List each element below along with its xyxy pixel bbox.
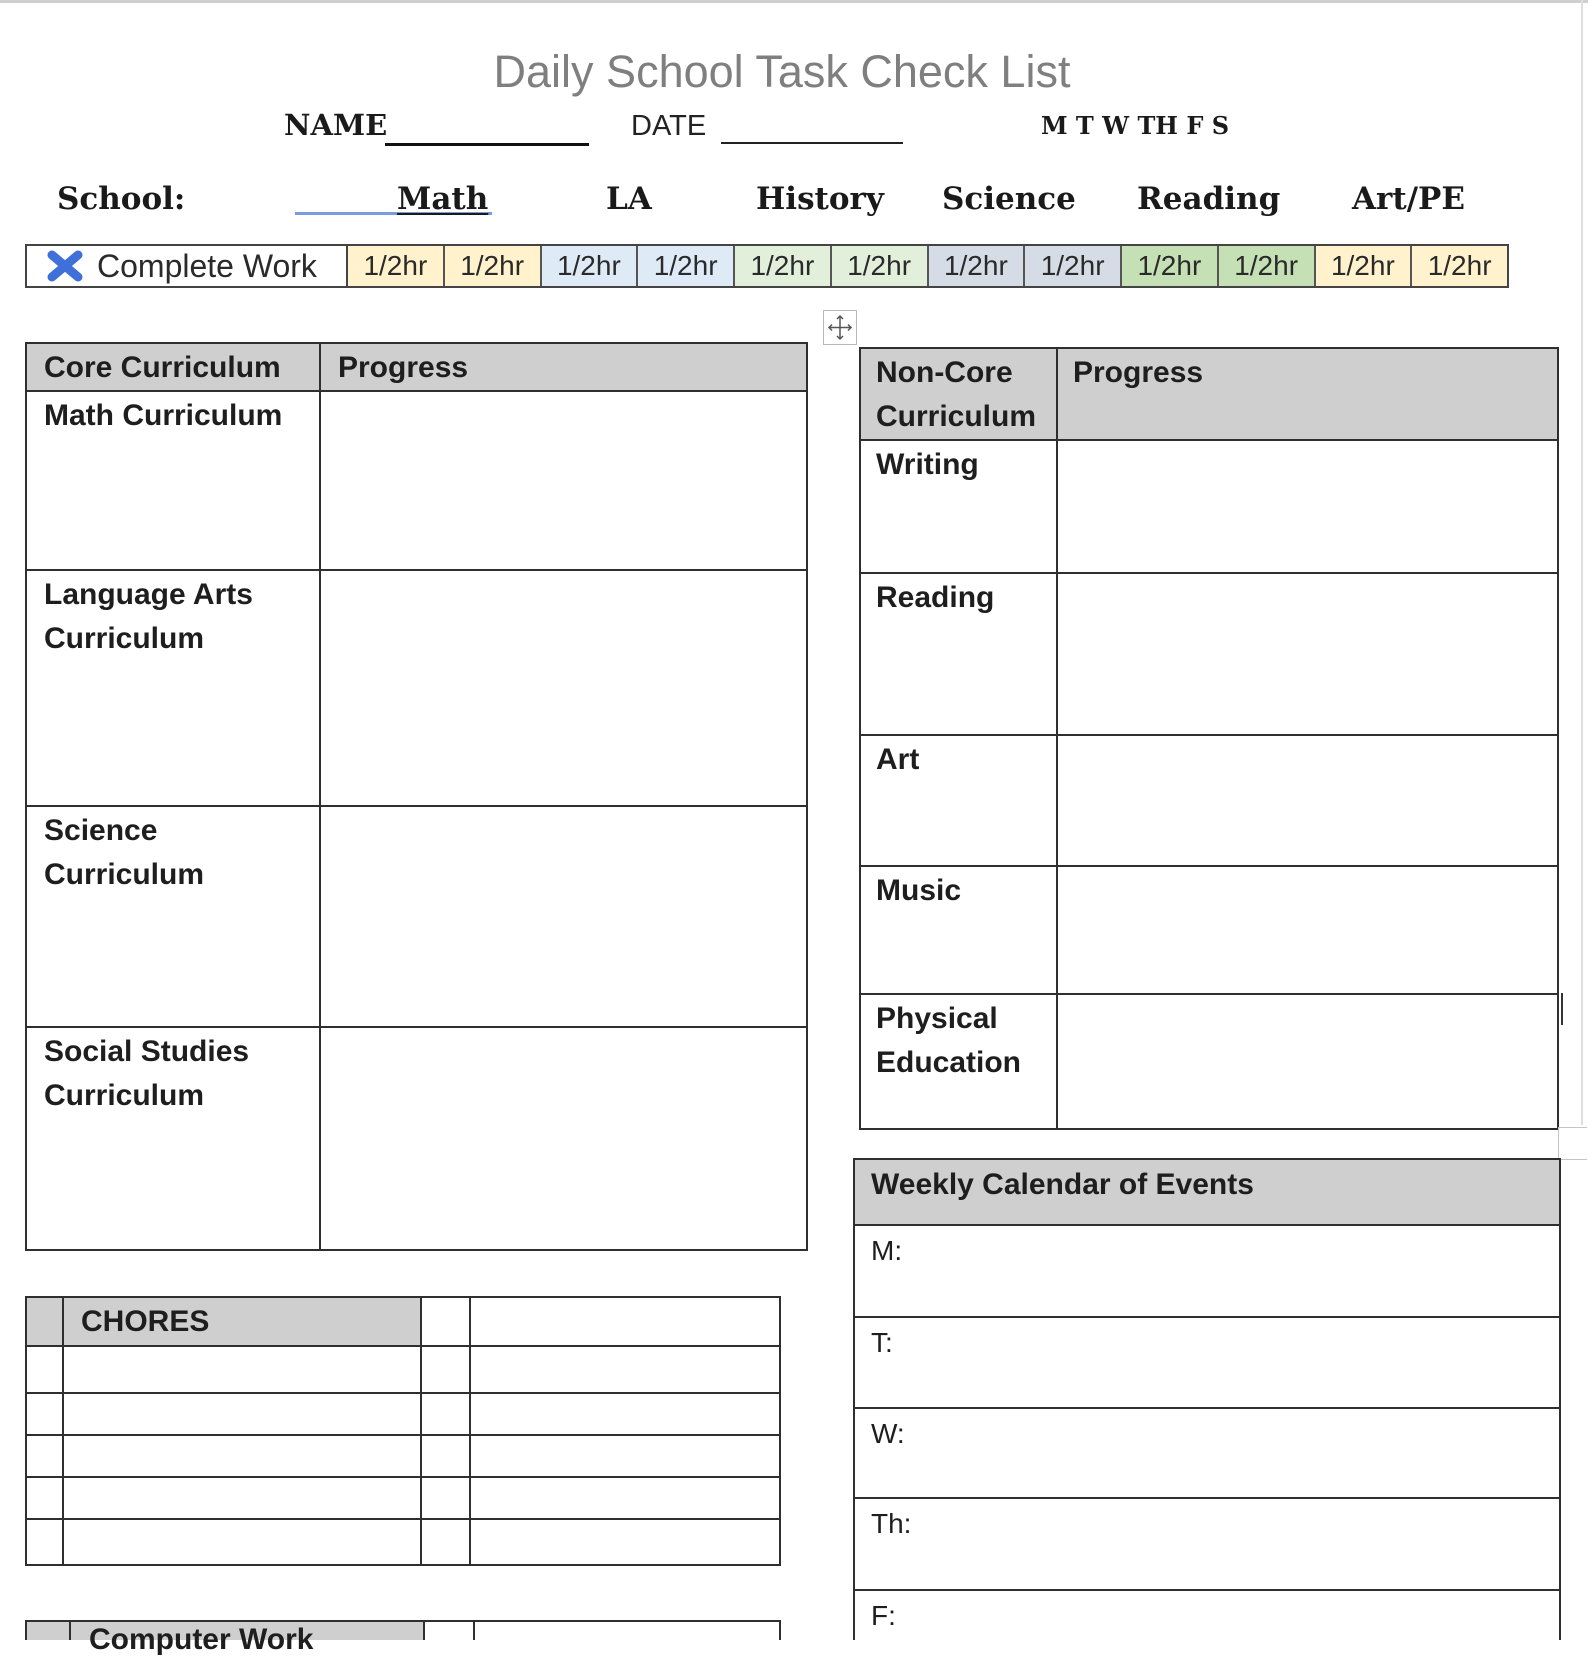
chore-mark-cell[interactable]	[421, 1477, 470, 1519]
subject-history: History	[756, 181, 884, 217]
chores-header-blank-cell[interactable]	[421, 1297, 470, 1346]
weekly-calendar	[853, 1158, 1559, 1639]
subject-science: Science	[942, 181, 1076, 217]
table-move-handle[interactable]	[823, 310, 857, 345]
calendar-day-tuesday[interactable]: T:	[854, 1317, 1560, 1408]
table-resize-corner[interactable]	[1558, 1127, 1587, 1160]
chores-header-blank-cell[interactable]	[470, 1297, 780, 1346]
core-subject-language-arts: Language Arts Curriculum	[44, 578, 253, 655]
complete-work-cell[interactable]	[27, 246, 348, 286]
date-blank-line[interactable]	[721, 142, 903, 144]
calendar-day-thursday[interactable]: Th:	[854, 1498, 1560, 1590]
core-subject-social-studies: Social Studies Curriculum	[44, 1035, 250, 1112]
chore-check-cell[interactable]	[26, 1519, 63, 1565]
computer-work-header: Computer Work	[89, 1623, 314, 1656]
computer-work-header-cell	[70, 1621, 424, 1656]
non-core-subject-reading: Reading	[860, 573, 1057, 735]
computer-work-header-blank-cell[interactable]	[474, 1621, 780, 1640]
subject-la: LA	[606, 181, 652, 217]
core-progress-cell-language-arts[interactable]	[320, 570, 807, 806]
core-curriculum-table	[25, 342, 808, 1251]
chore-note-cell[interactable]	[470, 1477, 780, 1519]
time-slot-history-1[interactable]: 1/2hr	[735, 246, 832, 286]
chore-name-cell[interactable]	[63, 1519, 421, 1565]
chores-header-check-cell	[26, 1297, 63, 1346]
core-progress-cell-math[interactable]	[320, 391, 807, 570]
time-slot-science-1[interactable]: 1/2hr	[929, 246, 1026, 286]
chore-note-cell[interactable]	[470, 1346, 780, 1393]
core-progress-cell-social-studies[interactable]	[320, 1027, 807, 1250]
core-subject-cell	[26, 1027, 320, 1250]
non-core-progress-cell-art[interactable]	[1057, 735, 1558, 866]
time-slot-history-2[interactable]: 1/2hr	[832, 246, 929, 286]
non-core-subject-music: Music	[860, 866, 1057, 994]
time-slot-strip	[25, 244, 1509, 288]
time-slot-art-pe-2[interactable]: 1/2hr	[1412, 246, 1507, 286]
time-slot-art-pe-1[interactable]: 1/2hr	[1316, 246, 1413, 286]
chore-name-cell[interactable]	[63, 1435, 421, 1477]
calendar-day-monday[interactable]: M:	[854, 1225, 1560, 1317]
text-cursor	[1561, 993, 1563, 1025]
subject-reading: Reading	[1137, 181, 1281, 217]
time-slot-math-1[interactable]: 1/2hr	[348, 246, 445, 286]
subject-math: Math	[397, 181, 489, 217]
non-core-progress-cell-physical-education[interactable]	[1057, 994, 1558, 1129]
subject-art-pe: Art/PE	[1352, 181, 1465, 217]
chore-mark-cell[interactable]	[421, 1519, 470, 1565]
time-slot-math-2[interactable]: 1/2hr	[445, 246, 542, 286]
page-title: Daily School Task Check List	[493, 46, 1071, 97]
chore-note-cell[interactable]	[470, 1393, 780, 1435]
weekday-letters: M T W TH F S	[1041, 111, 1230, 140]
time-slot-la-1[interactable]: 1/2hr	[542, 246, 639, 286]
non-core-curriculum-table	[859, 347, 1559, 1130]
non-core-header-subject: Non-Core Curriculum	[860, 348, 1057, 440]
calendar-header: Weekly Calendar of Events	[854, 1159, 1560, 1225]
weekly-calendar-table	[853, 1158, 1561, 1640]
non-core-subject-physical-education: Physical Education	[860, 994, 1057, 1129]
chore-mark-cell[interactable]	[421, 1346, 470, 1393]
chore-check-cell[interactable]	[26, 1477, 63, 1519]
core-header-progress: Progress	[320, 343, 807, 391]
chore-name-cell[interactable]	[63, 1346, 421, 1393]
time-slot-science-2[interactable]: 1/2hr	[1025, 246, 1122, 286]
move-arrows-icon	[824, 311, 856, 344]
date-label: DATE	[631, 110, 707, 142]
school-label: School:	[57, 181, 186, 217]
computer-work-section	[25, 1620, 779, 1656]
core-subject-cell	[26, 570, 320, 806]
time-slot-la-2[interactable]: 1/2hr	[638, 246, 735, 286]
core-subject-math: Math Curriculum	[44, 399, 283, 432]
page-right-edge	[1581, 0, 1583, 1125]
name-blank-line[interactable]	[385, 143, 589, 146]
core-header-subject: Core Curriculum	[26, 343, 320, 391]
chore-check-cell[interactable]	[26, 1435, 63, 1477]
chores-table	[25, 1296, 781, 1566]
x-icon	[44, 248, 86, 284]
non-core-header-progress: Progress	[1057, 348, 1558, 440]
non-core-progress-cell-reading[interactable]	[1057, 573, 1558, 735]
chore-note-cell[interactable]	[470, 1435, 780, 1477]
non-core-subject-writing: Writing	[860, 440, 1057, 573]
chore-check-cell[interactable]	[26, 1393, 63, 1435]
chore-name-cell[interactable]	[63, 1477, 421, 1519]
non-core-progress-cell-music[interactable]	[1057, 866, 1558, 994]
core-subject-science: Science Curriculum	[44, 814, 205, 891]
chore-mark-cell[interactable]	[421, 1435, 470, 1477]
complete-work-label: Complete Work	[97, 248, 317, 284]
core-progress-cell-science[interactable]	[320, 806, 807, 1027]
name-label: NAME	[284, 108, 388, 142]
computer-work-table	[25, 1620, 781, 1656]
chores-header-title: CHORES	[63, 1297, 421, 1346]
time-slot-reading-1[interactable]: 1/2hr	[1122, 246, 1219, 286]
non-core-subject-art: Art	[860, 735, 1057, 866]
page-top-edge	[0, 0, 1588, 3]
non-core-progress-cell-writing[interactable]	[1057, 440, 1558, 573]
computer-work-header-blank-cell[interactable]	[424, 1621, 474, 1640]
computer-work-header-check-cell	[26, 1621, 70, 1640]
time-slot-reading-2[interactable]: 1/2hr	[1219, 246, 1316, 286]
calendar-day-wednesday[interactable]: W:	[854, 1408, 1560, 1498]
chore-check-cell[interactable]	[26, 1346, 63, 1393]
chore-name-cell[interactable]	[63, 1393, 421, 1435]
core-subject-cell	[26, 391, 320, 570]
core-subject-cell	[26, 806, 320, 1027]
calendar-day-friday[interactable]: F:	[854, 1590, 1560, 1640]
chore-note-cell[interactable]	[470, 1519, 780, 1565]
chore-mark-cell[interactable]	[421, 1393, 470, 1435]
